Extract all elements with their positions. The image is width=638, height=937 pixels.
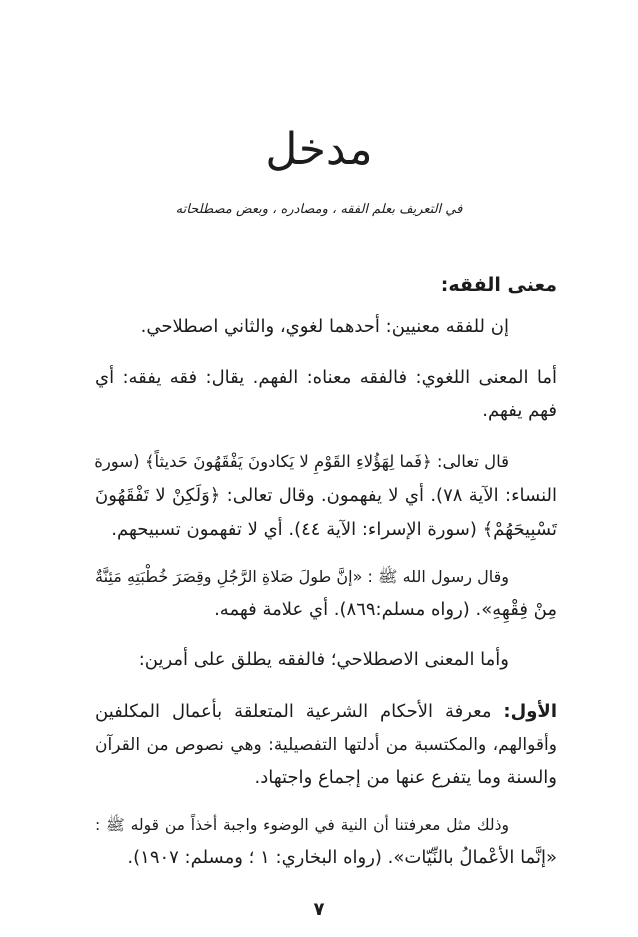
paragraph-line: أما المعنى اللغوي: فالفقه معناه: الفهم. يقال: فقه يفقه: أي [95, 367, 557, 388]
paragraph-line: وأقوالهم، والمكتسبة من أدلتها التفصيلية: وهي نصوص من القرآن [95, 735, 557, 755]
paragraph-line: والسنة وما يتفرع عنها من إجماع واجتهاد. [254, 767, 557, 788]
definition-line [95, 697, 557, 727]
paragraph-line: قال تعالى: ﴿فَما لِهَؤُلاءِ القَوْمِ لا يَكادونَ يَفْقَهُونَ حَديثاً﴾ (سورة [94, 452, 509, 471]
definition-label: الأول: [503, 701, 557, 722]
paragraph-line: وأما المعنى الاصطلاحي؛ فالفقه يطلق على أمرين: [138, 649, 509, 670]
paragraph-line: النساء: الآية ٧٨). أي لا يفهمون. وقال تعالى: ﴿وَلَكِنْ لا تَفْقَهُونَ [95, 485, 558, 506]
page-number: ٧ [313, 899, 325, 920]
chapter-subtitle: في التعريف بعلم الفقه ، ومصادره ، وبعض مصطلحاته [175, 202, 463, 217]
paragraph-line: وقال رسول الله ﷺ : «إنَّ طولَ صَلاةِ الرَّجُلِ وقِصَرَ خُطْبَتِهِ مَئِنَّةٌ [95, 567, 509, 586]
paragraph-line: فهم يفهم. [482, 400, 557, 421]
paragraph-line: مِنْ فِقْهِهِ». (رواه مسلم:٨٦٩). أي علامة فهمه. [214, 599, 557, 620]
paragraph-line: إن للفقه معنيين: أحدهما لغوي، والثاني اصطلاحي. [140, 316, 509, 337]
chapter-title: مدخل [265, 124, 373, 175]
paragraph-line: «إنَّما الأعْمالُ بالنِّيّات». (رواه البخاري: ١ ؛ ومسلم: ١٩٠٧). [127, 847, 557, 868]
definition-text: معرفة الأحكام الشرعية المتعلقة بأعمال المكلفين [95, 701, 492, 722]
section-heading: معنى الفقه: [440, 274, 557, 296]
paragraph-line: تَسْبِيحَهُمْ﴾ (سورة الإسراء: الآية ٤٤). أي لا تفهمون تسبيحهم. [111, 519, 557, 540]
paragraph-line: وذلك مثل معرفتنا أن النية في الوضوء واجبة أخذاً من قوله ﷺ : [95, 816, 509, 834]
